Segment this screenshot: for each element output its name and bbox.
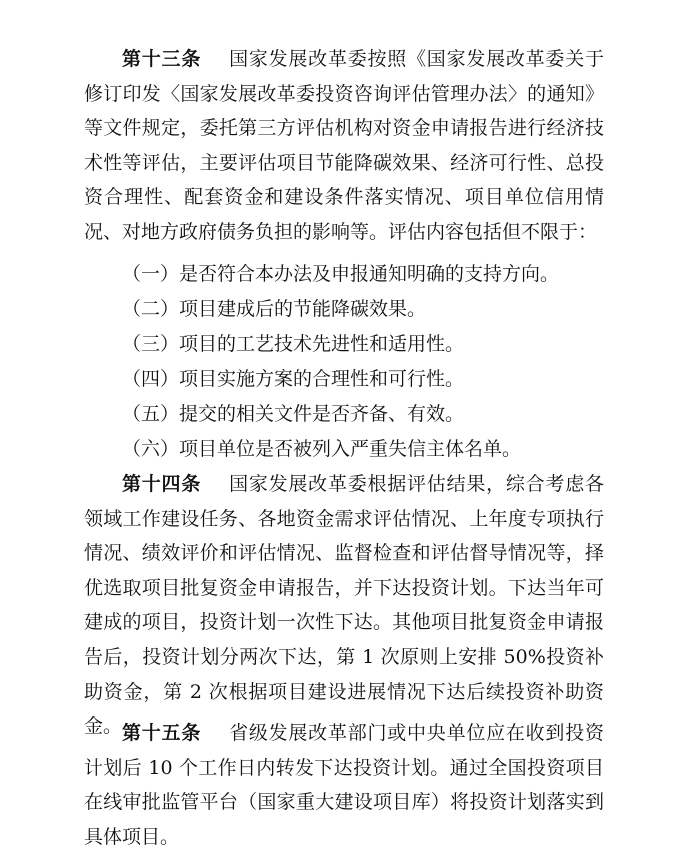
article-14-text: 国家发展改革委根据评估结果，综合考虑各领域工作建设任务、各地资金需求评估情况、上年度专项执行情况、绩效评价和评估情况、监督检查和评估督导情况等，择优选取项目批复资金申请报告，并下达投资计划。下达当年可建成的项目，投资计划一次性下达。其他项目批复资金申请报告后，投资计划分两次下达，第 1 次原则上安排 50%投资补助资金，第 2 次根据项目建设进展情况下达后续投资补助资金。 [84,473,604,738]
article-13-text: 国家发展改革委按照《国家发展改革委关于修订印发〈国家发展改革委投资咨询评估管理办法〉的通知》等文件规定，委托第三方评估机构对资金申请报告进行经济技术性等评估，主要评估项目节能降碳效果、经济可行性、总投资合理性、配套资金和建设条件落实情况、项目单位信用情况、对地方政府债务负担的影响等。评估内容包括但不限于： [84,48,604,243]
list-item-3: （三）项目的工艺技术先进性和适用性。 [122,333,465,355]
list-item-5: （五）提交的相关文件是否齐备、有效。 [122,403,465,425]
article-13 [84,42,604,250]
article-15-label: 第十五条 [122,722,202,744]
article-15 [84,716,604,854]
article-14 [84,467,604,744]
list-item-1: （一）是否符合本办法及申报通知明确的支持方向。 [122,263,560,285]
article-13-label: 第十三条 [122,48,202,70]
list-item-2: （二）项目建成后的节能降碳效果。 [122,298,427,320]
article-15-text: 省级发展改革部门或中央单位应在收到投资计划后 10 个工作日内转发下达投资计划。通过全国投资项目在线审批监管平台（国家重大建设项目库）将投资计划落实到具体项目。 [84,722,604,848]
article-14-label: 第十四条 [122,473,202,495]
list-item-4: （四）项目实施方案的合理性和可行性。 [122,368,465,390]
list-item-6: （六）项目单位是否被列入严重失信主体名单。 [122,438,522,460]
